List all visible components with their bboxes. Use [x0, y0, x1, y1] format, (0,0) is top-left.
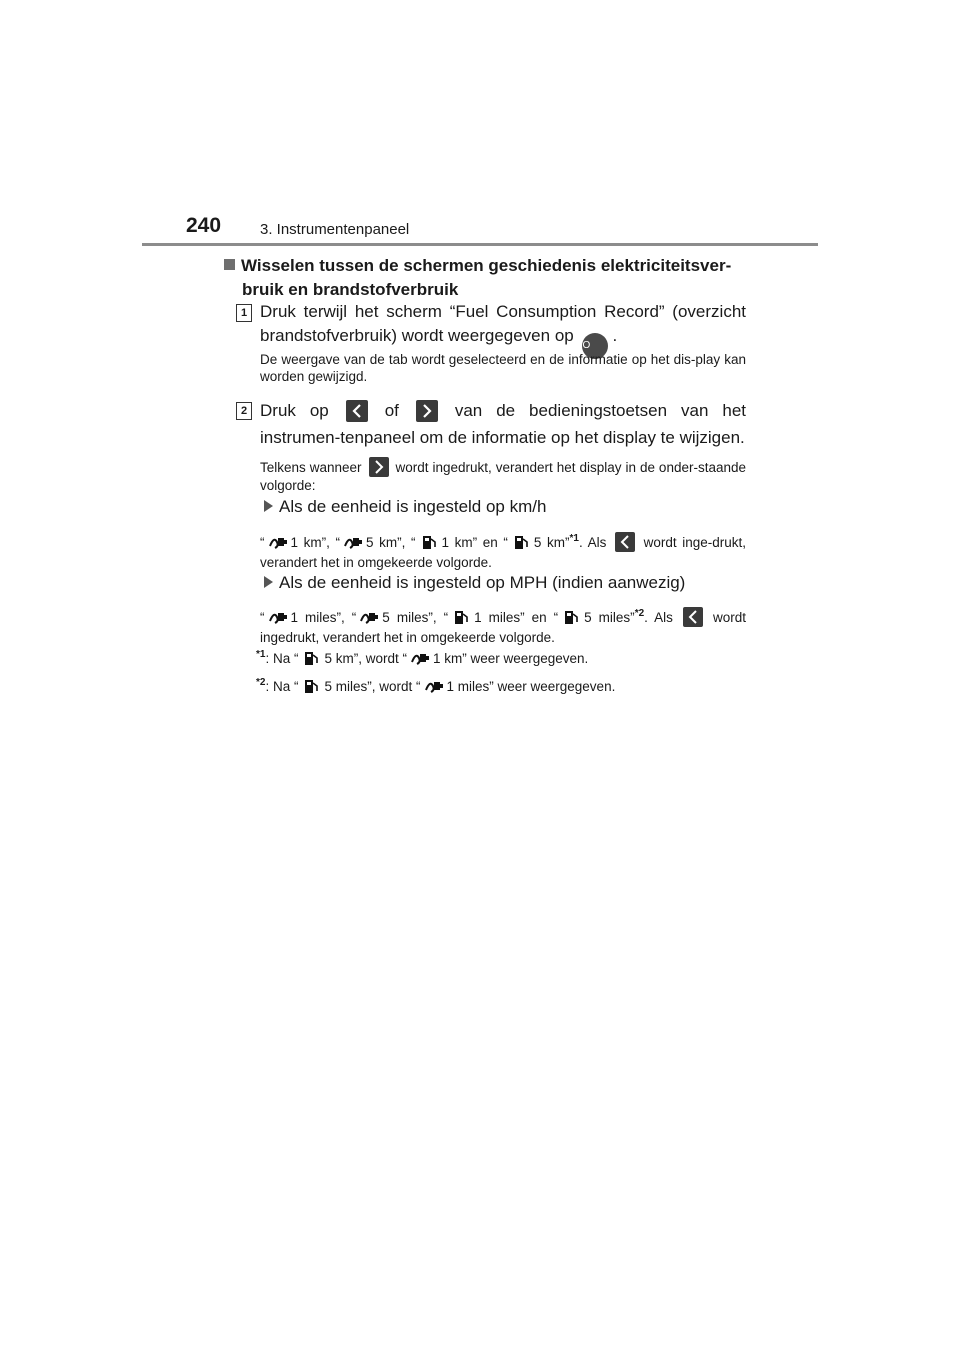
footnote-2: $^{*2}$: Na “ 5 miles”, wordt “ 1 miles” weer weergegeven. — [256, 677, 616, 694]
footnote-1: $^{*1}$: Na “ 5 km”, wordt “ 1 km” weer weergegeven. — [256, 649, 589, 666]
footnote-ref-2: *2 — [634, 608, 645, 619]
fuel-pump-icon — [301, 678, 321, 694]
electricity-icon — [268, 609, 288, 625]
chapter-title: 3. Instrumentenpaneel — [260, 221, 410, 238]
left-arrow-button-icon — [615, 532, 635, 552]
electricity-icon — [359, 609, 379, 625]
case-km-title: Als de eenheid is ingesteld op km/h — [264, 497, 546, 517]
section-heading: Wisselen tussen de schermen geschiedenis elektriciteitsver- bruik en brandstofverbruik — [224, 254, 746, 302]
fuel-pump-icon — [451, 609, 471, 625]
triangle-bullet-icon — [264, 500, 273, 512]
right-arrow-button-icon — [369, 457, 389, 477]
right-arrow-button-icon — [416, 400, 438, 422]
electricity-icon — [268, 534, 288, 550]
electricity-icon — [424, 678, 444, 694]
triangle-bullet-icon — [264, 576, 273, 588]
step-number-2: 2 — [236, 402, 252, 420]
step-1-note: De weergave van de tab wordt geselecteerd en de informatie op het dis-play kan worden gewijzigd. — [260, 352, 746, 384]
case-km-text: “ 1 km”, “ 5 km”, “ 1 km” en “ 5 km”$^{*1}$. Als wordt inge-drukt, verandert het in omgekeerde volgorde. — [260, 533, 747, 570]
fuel-pump-icon — [419, 534, 439, 550]
left-arrow-button-icon — [683, 607, 703, 627]
step-2-text: Druk op of van de bedieningstoetsen van het instrumen-tenpaneel om de informatie op het display te wijzigen. — [260, 401, 747, 447]
step-2-note: Telkens wanneer wordt ingedrukt, verandert het display in de onder-staande volgorde: — [260, 457, 746, 494]
electricity-icon — [410, 650, 430, 666]
step-number-1: 1 — [236, 304, 252, 322]
left-arrow-button-icon — [346, 400, 368, 422]
fuel-pump-icon — [511, 534, 531, 550]
case-mph-title: Als de eenheid is ingesteld op MPH (indien aanwezig) — [264, 573, 685, 593]
fuel-pump-icon — [301, 650, 321, 666]
case-mph-text: “ 1 miles”, “ 5 miles”, “ 1 miles” en “ 5 miles”$^{*2}$. Als wordt ingedrukt, verandert het in omgekeerde volgorde. — [260, 608, 746, 645]
footnote-ref-1: *1 — [569, 533, 579, 544]
fuel-pump-icon — [561, 609, 581, 625]
electricity-icon — [343, 534, 363, 550]
header-divider — [142, 243, 818, 246]
o-button-icon: O — [582, 333, 608, 359]
page-number: 240 — [186, 214, 222, 237]
step-1-text: Druk terwijl het scherm “Fuel Consumption Record” (overzicht brandstofverbruik) wordt weergegeven op O. — [260, 300, 746, 359]
square-bullet-icon — [224, 259, 235, 270]
